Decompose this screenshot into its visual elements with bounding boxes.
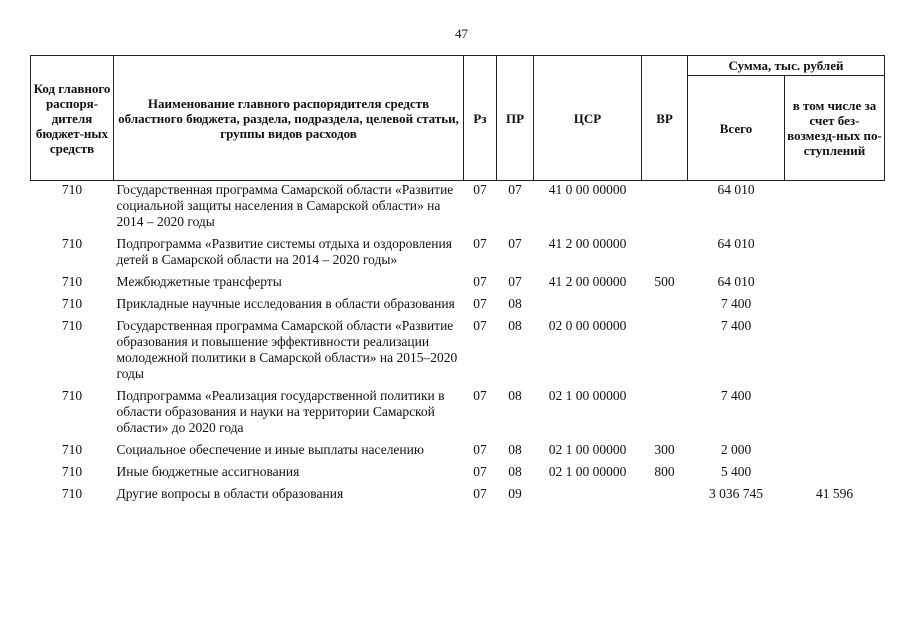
cell-rz: 07 <box>473 274 487 289</box>
cell-rz: 07 <box>473 296 487 311</box>
budget-table <box>30 55 885 508</box>
cell-rz: 07 <box>473 388 487 403</box>
table-row <box>31 486 885 508</box>
cell-vr: 800 <box>654 464 675 479</box>
cell-vr: 300 <box>654 442 675 457</box>
header-code: Код главного распоря-дителя бюджет-ных средств <box>31 56 114 181</box>
cell-total: 64 010 <box>717 182 755 197</box>
table-row <box>31 296 885 318</box>
cell-rz: 07 <box>473 318 487 333</box>
cell-rz: 07 <box>473 182 487 197</box>
header-csr: ЦСР <box>534 56 642 181</box>
table-row <box>31 388 885 442</box>
table-row <box>31 318 885 388</box>
cell-csr: 02 1 00 00000 <box>548 464 627 479</box>
cell-pr: 08 <box>508 318 522 333</box>
header-total: Всего <box>688 76 785 181</box>
cell-pr: 08 <box>508 388 522 403</box>
cell-name: Социальное обеспечение и иные выплаты населению <box>116 442 424 457</box>
table-row <box>31 442 885 464</box>
cell-vr <box>642 236 688 274</box>
cell-code: 710 <box>61 236 83 251</box>
cell-pr: 07 <box>508 182 522 197</box>
cell-name: Иные бюджетные ассигнования <box>116 464 300 479</box>
cell-free <box>785 274 885 296</box>
header-pr: ПР <box>497 56 534 181</box>
cell-code: 710 <box>61 486 83 501</box>
cell-csr: 41 0 00 00000 <box>548 182 627 197</box>
cell-csr: 02 1 00 00000 <box>548 388 627 403</box>
table-row <box>31 274 885 296</box>
cell-pr: 08 <box>508 442 522 457</box>
cell-pr: 08 <box>508 296 522 311</box>
cell-csr <box>534 486 642 508</box>
cell-name: Государственная программа Самарской области «Развитие социальной защиты населения в Самарской области» на 2014 – 2020 годы <box>116 182 454 229</box>
cell-free <box>785 296 885 318</box>
cell-total: 2 000 <box>720 442 752 457</box>
cell-vr <box>642 318 688 388</box>
table-row <box>31 181 885 237</box>
header-free: в том числе за счет без-возмезд-ных по-ступлений <box>785 76 885 181</box>
cell-csr <box>534 296 642 318</box>
cell-total: 64 010 <box>717 274 755 289</box>
page-number: 47 <box>455 26 468 41</box>
cell-rz: 07 <box>473 464 487 479</box>
cell-name: Прикладные научные исследования в области образования <box>116 296 455 311</box>
cell-free <box>785 388 885 442</box>
table-body <box>31 181 885 509</box>
cell-total: 5 400 <box>720 464 752 479</box>
cell-code: 710 <box>61 442 83 457</box>
cell-rz: 07 <box>473 236 487 251</box>
cell-csr: 41 2 00 00000 <box>548 236 627 251</box>
cell-name: Межбюджетные трансферты <box>116 274 282 289</box>
cell-free <box>785 318 885 388</box>
cell-total: 7 400 <box>720 296 752 311</box>
cell-code: 710 <box>61 274 83 289</box>
cell-free <box>785 464 885 486</box>
cell-vr <box>642 486 688 508</box>
table-header <box>31 56 885 181</box>
cell-vr <box>642 388 688 442</box>
cell-pr: 09 <box>508 486 522 501</box>
cell-csr: 02 0 00 00000 <box>548 318 627 333</box>
cell-pr: 08 <box>508 464 522 479</box>
cell-vr <box>642 296 688 318</box>
cell-code: 710 <box>61 182 83 197</box>
cell-name: Государственная программа Самарской области «Развитие образования и повышение эффективности реализации молодежной политики в Самарской области» на 2015–2020 годы <box>116 318 458 381</box>
cell-pr: 07 <box>508 274 522 289</box>
cell-free <box>785 181 885 237</box>
cell-code: 710 <box>61 318 83 333</box>
cell-free: 41 596 <box>815 486 854 501</box>
cell-total: 64 010 <box>717 236 755 251</box>
cell-code: 710 <box>61 388 83 403</box>
cell-code: 710 <box>61 296 83 311</box>
cell-name: Подпрограмма «Реализация государственной политики в области образования и науки на территории Самарской области» до 2020 года <box>116 388 445 435</box>
cell-total: 3 036 745 <box>709 486 763 501</box>
cell-free <box>785 236 885 274</box>
table-row <box>31 464 885 486</box>
table-row <box>31 236 885 274</box>
cell-csr: 41 2 00 00000 <box>548 274 627 289</box>
cell-rz: 07 <box>473 486 487 501</box>
cell-total: 7 400 <box>720 388 752 403</box>
header-name: Наименование главного распорядителя средств областного бюджета, раздела, подраздела, целевой статьи, группы видов расходов <box>114 56 464 181</box>
cell-free <box>785 442 885 464</box>
cell-code: 710 <box>61 464 83 479</box>
cell-vr <box>642 181 688 237</box>
header-rz: Рз <box>464 56 497 181</box>
cell-pr: 07 <box>508 236 522 251</box>
header-sum: Сумма, тыс. рублей <box>688 56 885 76</box>
cell-rz: 07 <box>473 442 487 457</box>
header-vr: ВР <box>642 56 688 181</box>
cell-name: Другие вопросы в области образования <box>116 486 344 501</box>
cell-csr: 02 1 00 00000 <box>548 442 627 457</box>
cell-name: Подпрограмма «Развитие системы отдыха и оздоровления детей в Самарской области на 2014 – 2020 годы» <box>116 236 452 267</box>
cell-total: 7 400 <box>720 318 752 333</box>
cell-vr: 500 <box>654 274 675 289</box>
